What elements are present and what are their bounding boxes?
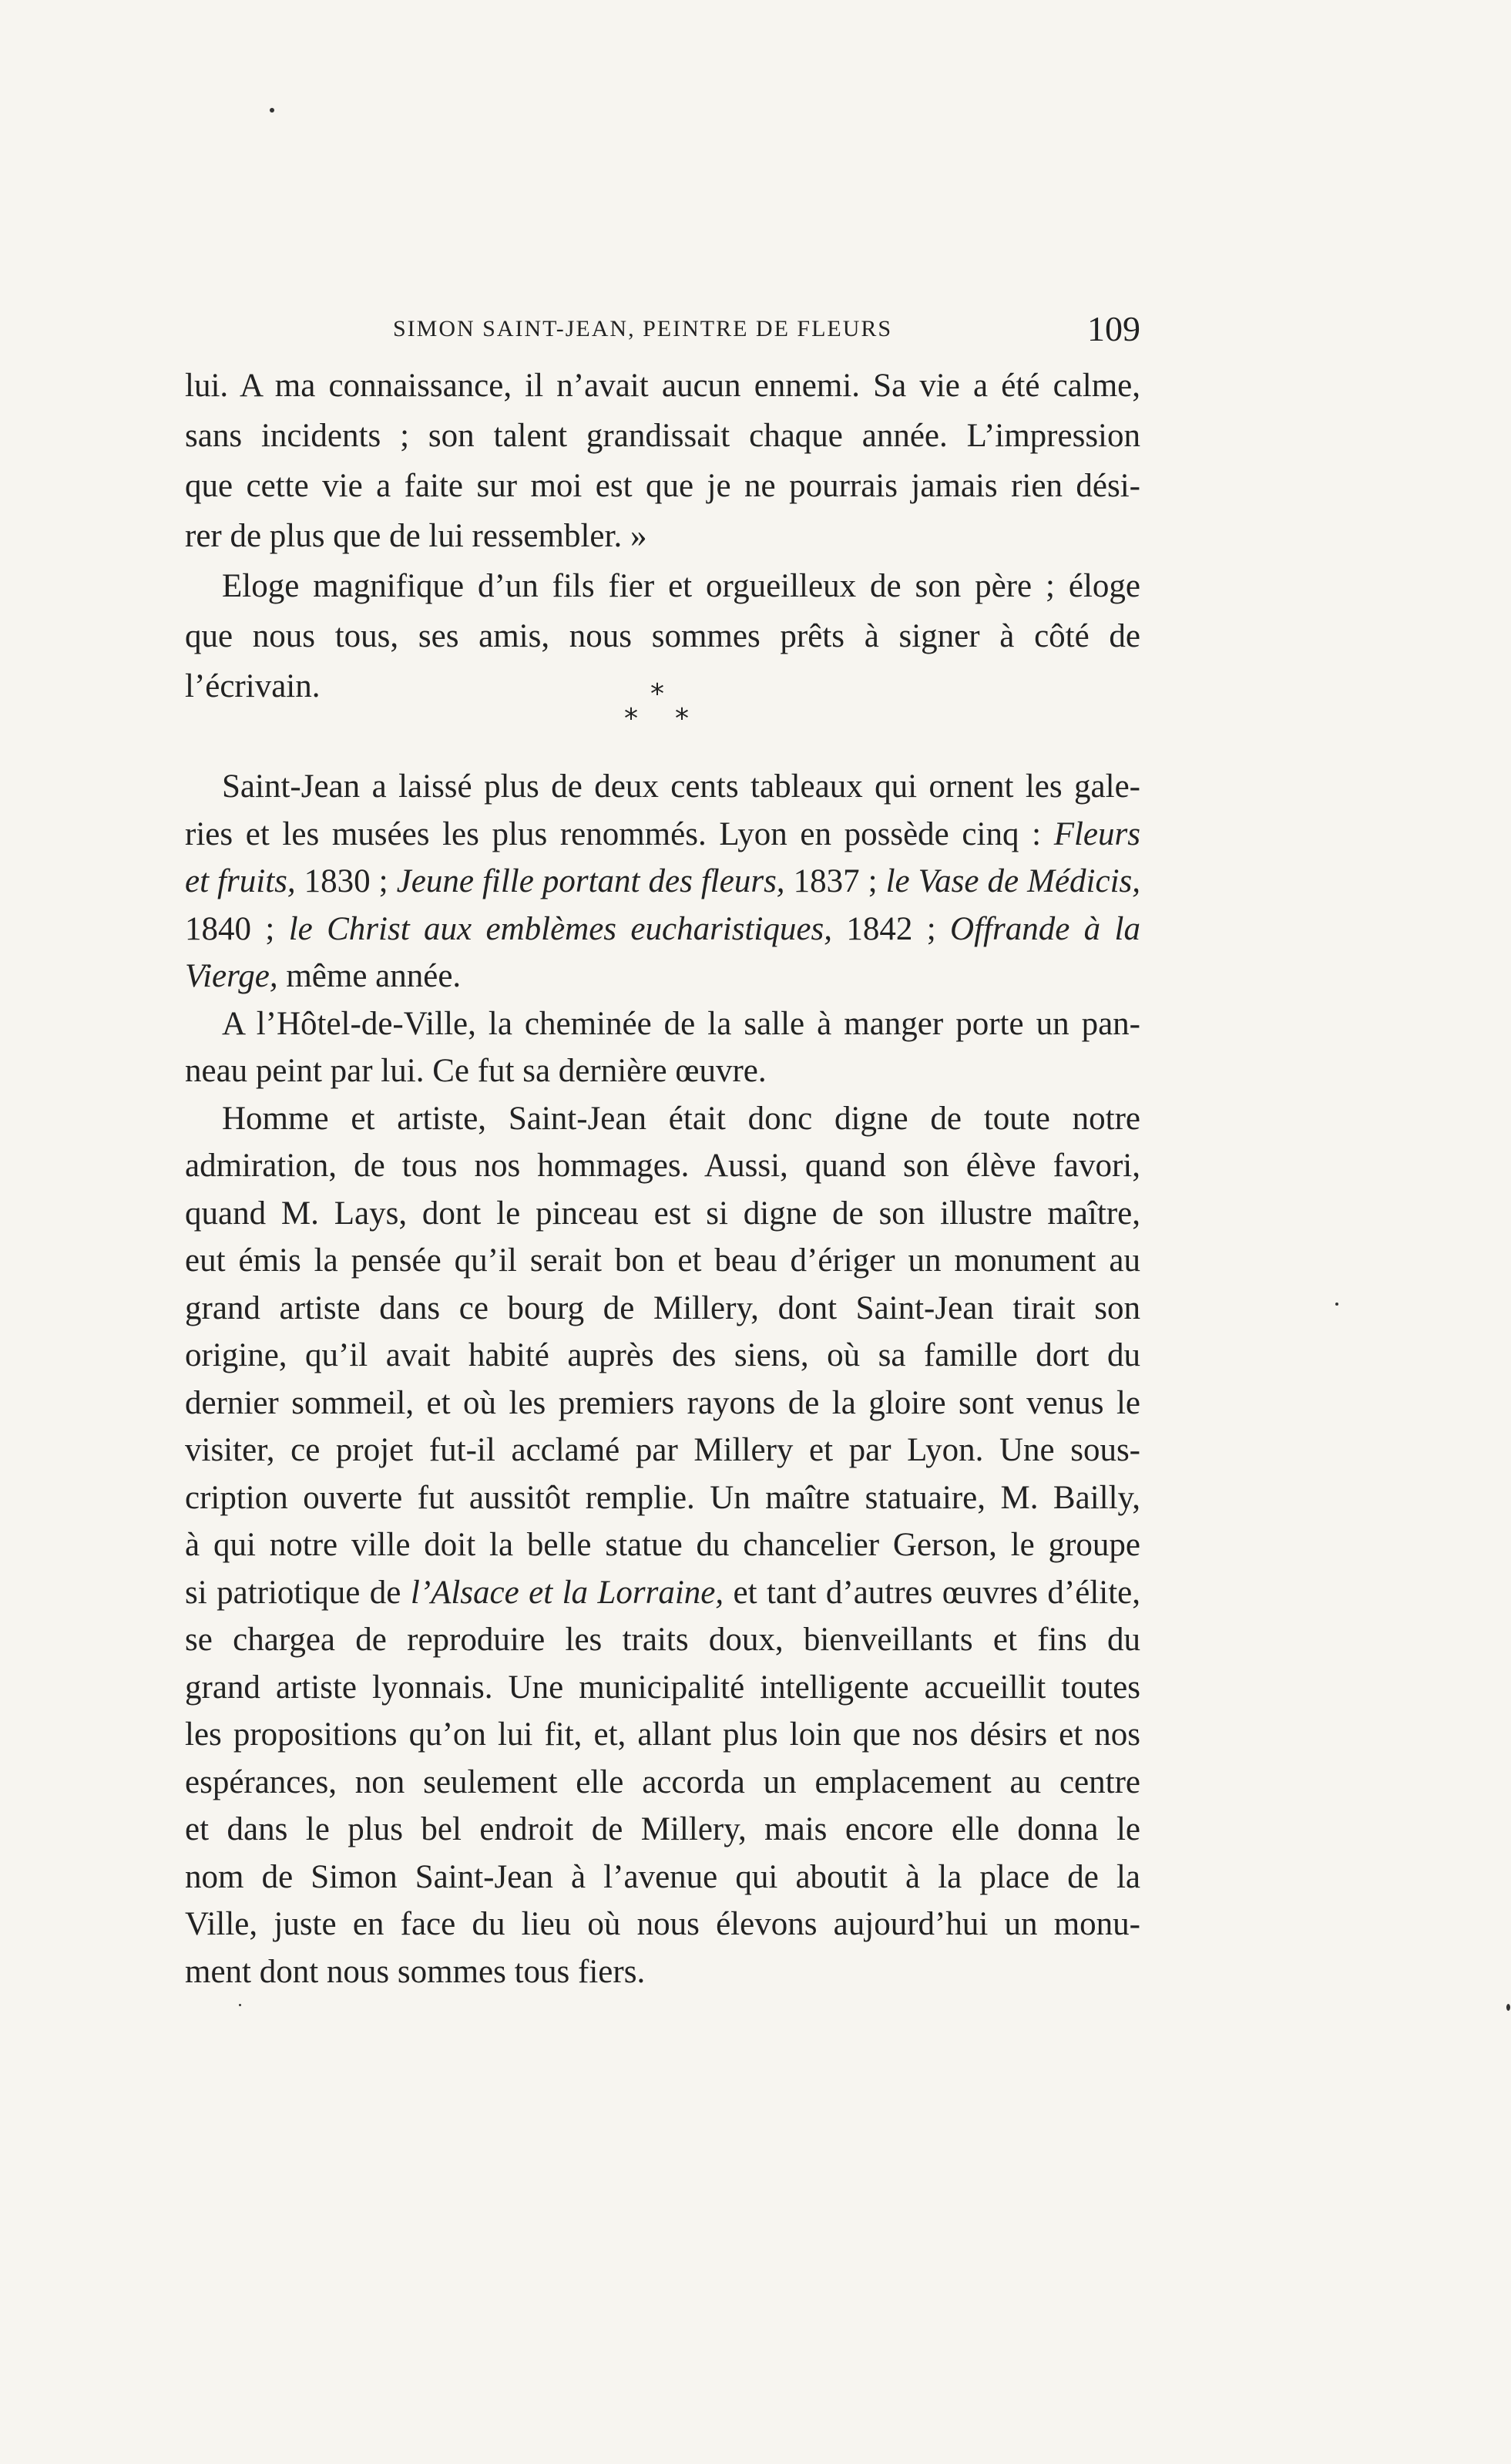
artwork-title: Offrande à la <box>950 910 1140 947</box>
text-line: visiter, ce projet fut-il acclamé par Millery et par Lyon. Une sous- <box>185 1432 1140 1468</box>
text-line: eut émis la pensée qu’il serait bon et beau d’ériger un monument au <box>185 1242 1140 1279</box>
text-line: espérances, non seulement elle accorda un emplacement au centre <box>185 1763 1140 1800</box>
text-line: sans incidents ; son talent grandissait chaque année. L’impression <box>185 418 1140 454</box>
text-line: se chargea de reproduire les traits doux, bienveillants et fins du <box>185 1622 1140 1658</box>
scan-speck <box>270 108 274 113</box>
artwork-title: Jeune fille portant des fleurs, <box>396 863 785 899</box>
text-line: lui. A ma connaissance, il n’avait aucun ennemi. Sa vie a été calme, <box>185 368 1140 404</box>
text-line: Saint-Jean a laissé plus de deux cents tableaux qui ornent les gale- <box>222 768 1140 805</box>
text-line: ment dont nous sommes tous fiers. <box>185 1953 646 1990</box>
text-line: et dans le plus bel endroit de Millery, mais encore elle donna le <box>185 1811 1140 1847</box>
text-line: les propositions qu’on lui fit, et, allant plus loin que nos désirs et nos <box>185 1716 1140 1753</box>
text-line: Vierge, même année. <box>185 958 462 994</box>
text-block-main <box>185 763 1140 1995</box>
text-line: cription ouverte fut aussitôt remplie. Un maître statuaire, M. Bailly, <box>185 1479 1140 1516</box>
text-line: admiration, de tous nos hommages. Aussi, quand son élève favori, <box>185 1148 1140 1184</box>
page-number: 109 <box>1087 309 1140 348</box>
asterisk-icon: * <box>650 678 664 710</box>
text-line: que nous tous, ses amis, nous sommes prêts à signer à côté de <box>185 618 1140 654</box>
text-block-top <box>185 361 1140 711</box>
text-line: grand artiste dans ce bourg de Millery, dont Saint-Jean tirait son <box>185 1289 1140 1326</box>
asterisk-icon: * <box>624 703 638 734</box>
scan-speck <box>1335 1303 1338 1306</box>
artwork-title: Vierge, <box>185 958 278 994</box>
text-line: si patriotique de l’Alsace et la Lorraine, et tant d’autres œuvres d’élite, <box>185 1574 1140 1611</box>
text-line: que cette vie a faite sur moi est que je ne pourrais jamais rien dési- <box>185 468 1140 504</box>
text-line: neau peint par lui. Ce fut sa dernière œuvre. <box>185 1053 767 1089</box>
text-line: l’écrivain. <box>185 668 321 704</box>
scan-speck <box>239 2004 241 2006</box>
text-line: ries et les musées les plus renommés. Lyon en possède cinq : Fleurs <box>185 815 1140 852</box>
text-line: Homme et artiste, Saint-Jean était donc digne de toute notre <box>222 1100 1140 1137</box>
section-separator <box>616 678 709 740</box>
text-line: A l’Hôtel-de-Ville, la cheminée de la salle à manger porte un pan- <box>222 1005 1140 1042</box>
artwork-title: Fleurs <box>1053 815 1140 852</box>
text-line: et fruits, 1830 ; Jeune fille portant des fleurs, 1837 ; le Vase de Médicis, <box>185 863 1141 899</box>
artwork-title: et fruits, <box>185 863 296 899</box>
text-line: grand artiste lyonnais. Une municipalité intelligente accueillit toutes <box>185 1669 1140 1706</box>
text-line: Eloge magnifique d’un fils fier et orgueilleux de son père ; éloge <box>222 568 1140 604</box>
text-line: rer de plus que de lui ressembler. » <box>185 518 647 554</box>
artwork-title: le Christ aux emblèmes eucharistiques, <box>288 910 832 947</box>
text-line: quand M. Lays, dont le pinceau est si digne de son illustre maître, <box>185 1195 1140 1232</box>
running-title: SIMON SAINT-JEAN, PEINTRE DE FLEURS <box>393 316 893 341</box>
text-line: origine, qu’il avait habité auprès des siens, où sa famille dort du <box>185 1337 1140 1373</box>
artwork-title: le Vase de Médicis, <box>885 863 1141 899</box>
page-header <box>185 308 1140 355</box>
asterisk-icon: * <box>675 703 689 734</box>
scan-speck <box>1506 2004 1510 2011</box>
text-line: nom de Simon Saint-Jean à l’avenue qui aboutit à la place de la <box>185 1858 1140 1895</box>
text-line: à qui notre ville doit la belle statue du chancelier Gerson, le groupe <box>185 1527 1140 1563</box>
text-line: dernier sommeil, et où les premiers rayons de la gloire sont venus le <box>185 1384 1140 1421</box>
artwork-title: l’Alsace et la Lorraine, <box>410 1574 724 1611</box>
text-line: 1840 ; le Christ aux emblèmes eucharistiques, 1842 ; Offrande à la <box>185 910 1140 947</box>
text-line: Ville, juste en face du lieu où nous élevons aujourd’hui un monu- <box>185 1906 1140 1942</box>
